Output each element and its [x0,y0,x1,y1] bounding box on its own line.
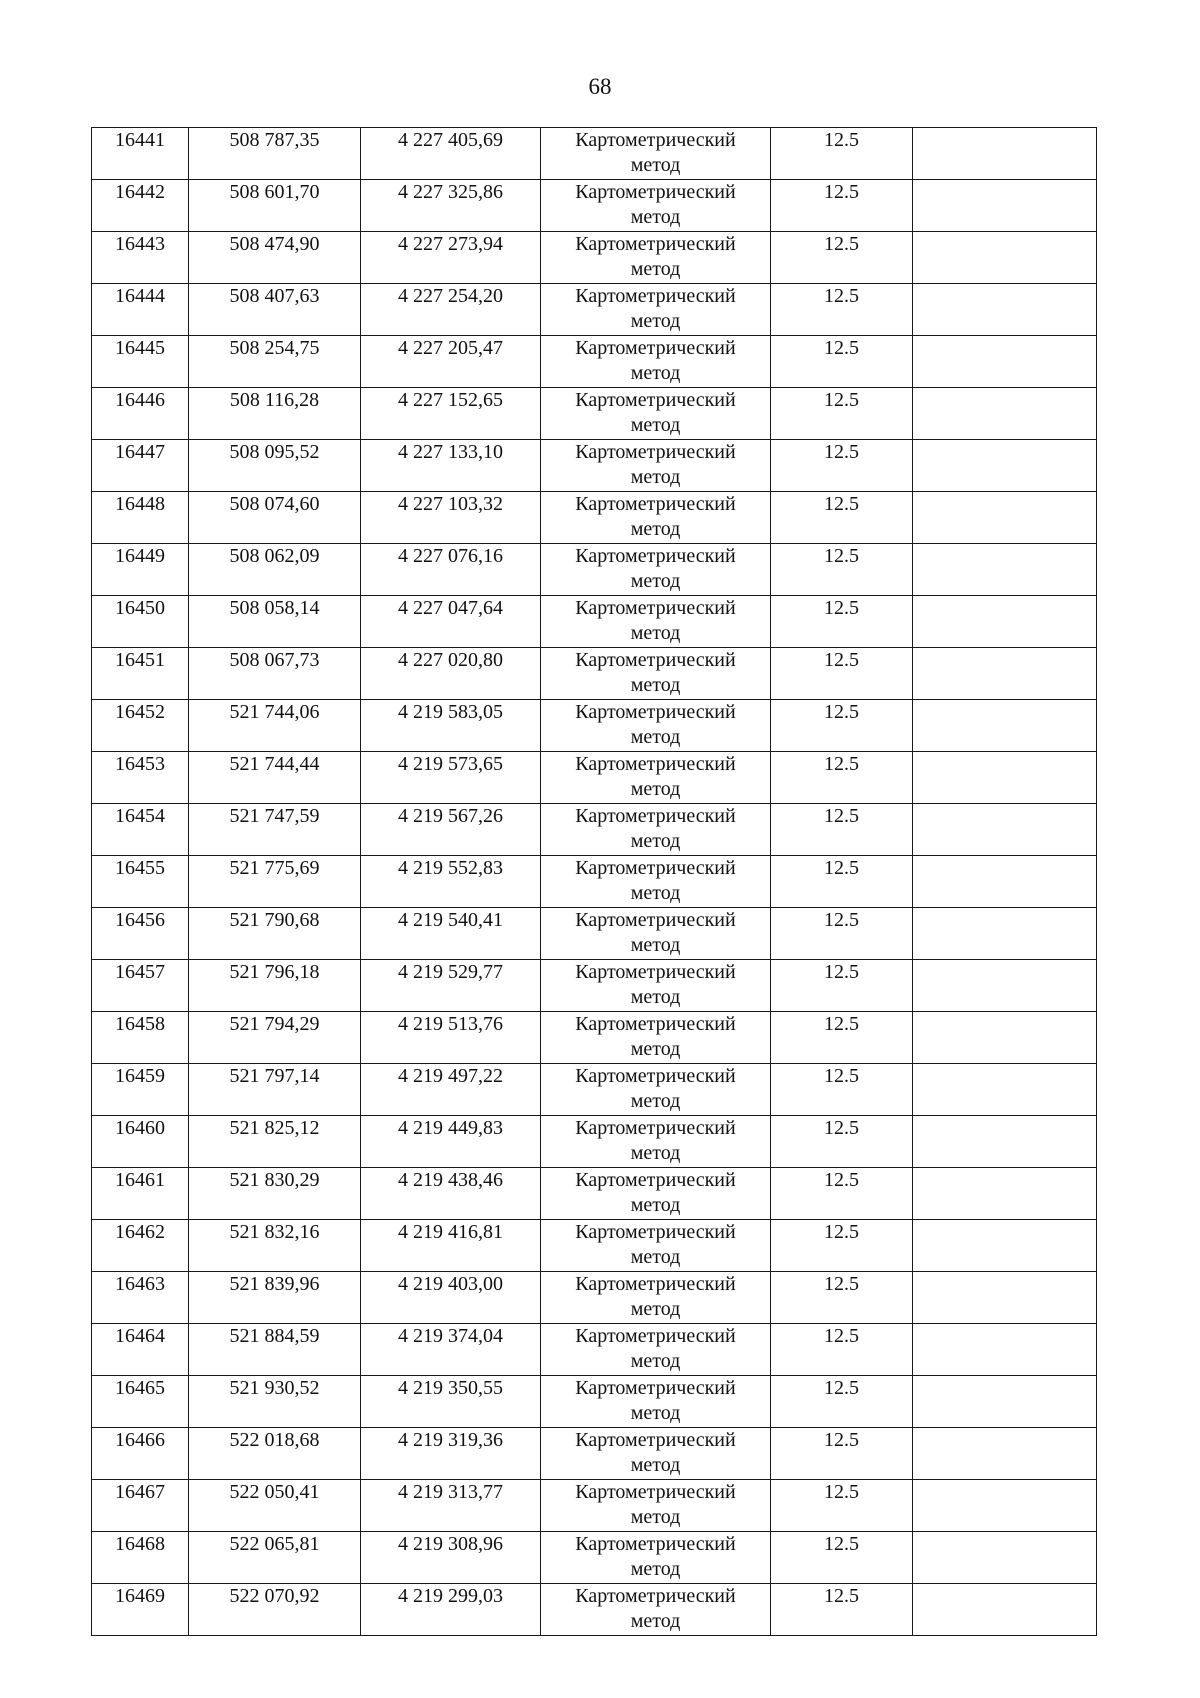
method-line-1: Картометрический [575,1013,736,1035]
note-cell [913,544,1097,596]
method-line-1: Картометрический [575,1377,736,1399]
error-cell: 12.5 [771,1324,913,1376]
method-line-1: Картометрический [575,597,736,619]
error-cell: 12.5 [771,492,913,544]
x-coordinate-cell: 508 787,35 [189,128,361,180]
x-coordinate-cell: 508 254,75 [189,336,361,388]
table-row [92,180,1097,232]
note-cell [913,856,1097,908]
point-id-cell: 16462 [92,1220,189,1272]
error-cell: 12.5 [771,752,913,804]
method-line-1: Картометрический [575,441,736,463]
note-cell [913,388,1097,440]
method-line-2: метод [630,154,681,176]
method-cell [541,960,771,1012]
table-row [92,700,1097,752]
x-coordinate-cell: 521 747,59 [189,804,361,856]
method-cell [541,128,771,180]
error-cell: 12.5 [771,700,913,752]
x-coordinate-cell: 508 058,14 [189,596,361,648]
y-coordinate-cell: 4 227 133,10 [361,440,541,492]
point-id-cell: 16447 [92,440,189,492]
note-cell [913,1324,1097,1376]
method-line-1: Картометрический [575,649,736,671]
table-row [92,856,1097,908]
y-coordinate-cell: 4 227 205,47 [361,336,541,388]
table-row [92,544,1097,596]
y-coordinate-cell: 4 219 552,83 [361,856,541,908]
method-cell [541,440,771,492]
y-coordinate-cell: 4 219 529,77 [361,960,541,1012]
method-cell [541,388,771,440]
table-row [92,1116,1097,1168]
error-cell: 12.5 [771,960,913,1012]
point-id-cell: 16443 [92,232,189,284]
note-cell [913,1584,1097,1636]
table-row [92,336,1097,388]
method-line-1: Картометрический [575,1221,736,1243]
method-cell [541,336,771,388]
method-line-1: Картометрический [575,1169,736,1191]
method-line-1: Картометрический [575,337,736,359]
table-row [92,648,1097,700]
error-cell: 12.5 [771,1012,913,1064]
x-coordinate-cell: 521 797,14 [189,1064,361,1116]
y-coordinate-cell: 4 219 438,46 [361,1168,541,1220]
method-line-2: метод [630,570,681,592]
x-coordinate-cell: 508 095,52 [189,440,361,492]
x-coordinate-cell: 521 830,29 [189,1168,361,1220]
y-coordinate-cell: 4 219 567,26 [361,804,541,856]
note-cell [913,1116,1097,1168]
error-cell: 12.5 [771,648,913,700]
method-line-2: метод [630,1506,681,1528]
y-coordinate-cell: 4 227 325,86 [361,180,541,232]
method-line-1: Картометрический [575,389,736,411]
note-cell [913,1064,1097,1116]
method-line-2: метод [630,1350,681,1372]
point-id-cell: 16459 [92,1064,189,1116]
method-cell [541,1376,771,1428]
note-cell [913,1220,1097,1272]
y-coordinate-cell: 4 219 319,36 [361,1428,541,1480]
table-row [92,1324,1097,1376]
table-row [92,1168,1097,1220]
note-cell [913,1532,1097,1584]
point-id-cell: 16453 [92,752,189,804]
error-cell: 12.5 [771,1428,913,1480]
method-cell [541,648,771,700]
error-cell: 12.5 [771,1220,913,1272]
y-coordinate-cell: 4 219 540,41 [361,908,541,960]
method-cell [541,752,771,804]
method-cell [541,284,771,336]
method-line-2: метод [630,1142,681,1164]
x-coordinate-cell: 521 839,96 [189,1272,361,1324]
point-id-cell: 16465 [92,1376,189,1428]
point-id-cell: 16445 [92,336,189,388]
table-row [92,1532,1097,1584]
point-id-cell: 16466 [92,1428,189,1480]
method-cell [541,804,771,856]
y-coordinate-cell: 4 227 103,32 [361,492,541,544]
error-cell: 12.5 [771,336,913,388]
method-line-1: Картометрический [575,909,736,931]
method-line-2: метод [630,726,681,748]
method-line-2: метод [630,310,681,332]
x-coordinate-cell: 521 775,69 [189,856,361,908]
table-row [92,492,1097,544]
x-coordinate-cell: 521 794,29 [189,1012,361,1064]
method-cell [541,856,771,908]
method-cell [541,1480,771,1532]
method-line-1: Картометрический [575,545,736,567]
method-cell [541,232,771,284]
error-cell: 12.5 [771,440,913,492]
table-row [92,388,1097,440]
method-line-1: Картометрический [575,233,736,255]
error-cell: 12.5 [771,596,913,648]
method-line-1: Картометрический [575,493,736,515]
point-id-cell: 16452 [92,700,189,752]
error-cell: 12.5 [771,1064,913,1116]
method-line-2: метод [630,1402,681,1424]
method-line-2: метод [630,778,681,800]
y-coordinate-cell: 4 227 273,94 [361,232,541,284]
point-id-cell: 16458 [92,1012,189,1064]
method-line-1: Картометрический [575,1533,736,1555]
y-coordinate-cell: 4 227 047,64 [361,596,541,648]
point-id-cell: 16469 [92,1584,189,1636]
method-cell [541,1532,771,1584]
note-cell [913,128,1097,180]
method-line-1: Картометрический [575,961,736,983]
note-cell [913,1168,1097,1220]
method-line-2: метод [630,674,681,696]
x-coordinate-cell: 508 067,73 [189,648,361,700]
table-row [92,1428,1097,1480]
error-cell: 12.5 [771,804,913,856]
method-cell [541,1012,771,1064]
note-cell [913,232,1097,284]
y-coordinate-cell: 4 219 403,00 [361,1272,541,1324]
y-coordinate-cell: 4 219 350,55 [361,1376,541,1428]
point-id-cell: 16441 [92,128,189,180]
table-row [92,752,1097,804]
note-cell [913,284,1097,336]
x-coordinate-cell: 522 018,68 [189,1428,361,1480]
y-coordinate-cell: 4 219 299,03 [361,1584,541,1636]
method-line-2: метод [630,1038,681,1060]
x-coordinate-cell: 521 884,59 [189,1324,361,1376]
point-id-cell: 16456 [92,908,189,960]
y-coordinate-cell: 4 219 513,76 [361,1012,541,1064]
method-line-2: метод [630,258,681,280]
y-coordinate-cell: 4 219 313,77 [361,1480,541,1532]
point-id-cell: 16460 [92,1116,189,1168]
method-line-2: метод [630,206,681,228]
method-line-2: метод [630,1090,681,1112]
y-coordinate-cell: 4 219 497,22 [361,1064,541,1116]
point-id-cell: 16457 [92,960,189,1012]
method-line-2: метод [630,466,681,488]
error-cell: 12.5 [771,1532,913,1584]
point-id-cell: 16467 [92,1480,189,1532]
table-row [92,596,1097,648]
error-cell: 12.5 [771,1272,913,1324]
note-cell [913,908,1097,960]
method-line-1: Картометрический [575,1273,736,1295]
table-row [92,1220,1097,1272]
x-coordinate-cell: 521 930,52 [189,1376,361,1428]
method-line-1: Картометрический [575,1325,736,1347]
method-line-2: метод [630,830,681,852]
point-id-cell: 16464 [92,1324,189,1376]
note-cell [913,1480,1097,1532]
method-line-2: метод [630,1298,681,1320]
note-cell [913,440,1097,492]
method-cell [541,1116,771,1168]
table-row [92,1376,1097,1428]
point-id-cell: 16463 [92,1272,189,1324]
table-row [92,804,1097,856]
method-line-1: Картометрический [575,753,736,775]
error-cell: 12.5 [771,908,913,960]
method-line-1: Картометрический [575,1429,736,1451]
method-line-1: Картометрический [575,1065,736,1087]
x-coordinate-cell: 522 050,41 [189,1480,361,1532]
y-coordinate-cell: 4 227 152,65 [361,388,541,440]
method-cell [541,180,771,232]
error-cell: 12.5 [771,128,913,180]
error-cell: 12.5 [771,1168,913,1220]
point-id-cell: 16451 [92,648,189,700]
method-cell [541,492,771,544]
note-cell [913,752,1097,804]
point-id-cell: 16455 [92,856,189,908]
table-row [92,440,1097,492]
method-line-2: метод [630,1246,681,1268]
point-id-cell: 16449 [92,544,189,596]
point-id-cell: 16461 [92,1168,189,1220]
method-line-1: Картометрический [575,181,736,203]
method-cell [541,544,771,596]
x-coordinate-cell: 521 796,18 [189,960,361,1012]
x-coordinate-cell: 521 832,16 [189,1220,361,1272]
method-line-1: Картометрический [575,129,736,151]
error-cell: 12.5 [771,856,913,908]
table-row [92,908,1097,960]
method-line-1: Картометрический [575,805,736,827]
point-id-cell: 16442 [92,180,189,232]
method-cell [541,1584,771,1636]
method-cell [541,1168,771,1220]
x-coordinate-cell: 521 744,44 [189,752,361,804]
x-coordinate-cell: 508 601,70 [189,180,361,232]
x-coordinate-cell: 522 065,81 [189,1532,361,1584]
y-coordinate-cell: 4 219 573,65 [361,752,541,804]
y-coordinate-cell: 4 219 308,96 [361,1532,541,1584]
method-cell [541,596,771,648]
x-coordinate-cell: 508 474,90 [189,232,361,284]
method-line-2: метод [630,518,681,540]
table-row [92,232,1097,284]
error-cell: 12.5 [771,284,913,336]
point-id-cell: 16448 [92,492,189,544]
method-line-2: метод [630,622,681,644]
x-coordinate-cell: 508 062,09 [189,544,361,596]
error-cell: 12.5 [771,544,913,596]
note-cell [913,648,1097,700]
method-line-2: метод [630,1194,681,1216]
note-cell [913,700,1097,752]
table-row [92,1584,1097,1636]
point-id-cell: 16450 [92,596,189,648]
coordinates-table-body [92,128,1097,1636]
note-cell [913,1272,1097,1324]
x-coordinate-cell: 508 407,63 [189,284,361,336]
note-cell [913,1012,1097,1064]
y-coordinate-cell: 4 219 416,81 [361,1220,541,1272]
error-cell: 12.5 [771,388,913,440]
method-line-1: Картометрический [575,285,736,307]
method-cell [541,1272,771,1324]
point-id-cell: 16446 [92,388,189,440]
y-coordinate-cell: 4 227 405,69 [361,128,541,180]
method-line-1: Картометрический [575,1585,736,1607]
note-cell [913,180,1097,232]
table-row [92,1272,1097,1324]
note-cell [913,960,1097,1012]
x-coordinate-cell: 521 790,68 [189,908,361,960]
method-line-1: Картометрический [575,1481,736,1503]
note-cell [913,596,1097,648]
point-id-cell: 16454 [92,804,189,856]
x-coordinate-cell: 521 744,06 [189,700,361,752]
method-cell [541,1324,771,1376]
error-cell: 12.5 [771,232,913,284]
method-line-2: метод [630,1558,681,1580]
note-cell [913,1376,1097,1428]
method-cell [541,1220,771,1272]
x-coordinate-cell: 508 116,28 [189,388,361,440]
table-row [92,128,1097,180]
x-coordinate-cell: 508 074,60 [189,492,361,544]
method-cell [541,700,771,752]
error-cell: 12.5 [771,180,913,232]
table-row [92,1012,1097,1064]
y-coordinate-cell: 4 227 020,80 [361,648,541,700]
method-cell [541,1428,771,1480]
y-coordinate-cell: 4 219 583,05 [361,700,541,752]
y-coordinate-cell: 4 219 449,83 [361,1116,541,1168]
method-line-1: Картометрический [575,857,736,879]
note-cell [913,1428,1097,1480]
table-row [92,284,1097,336]
method-line-2: метод [630,414,681,436]
coordinates-table [91,127,1097,1636]
note-cell [913,804,1097,856]
point-id-cell: 16468 [92,1532,189,1584]
note-cell [913,492,1097,544]
error-cell: 12.5 [771,1116,913,1168]
method-cell [541,1064,771,1116]
y-coordinate-cell: 4 227 076,16 [361,544,541,596]
table-row [92,1064,1097,1116]
method-line-2: метод [630,934,681,956]
method-line-2: метод [630,882,681,904]
x-coordinate-cell: 522 070,92 [189,1584,361,1636]
error-cell: 12.5 [771,1584,913,1636]
y-coordinate-cell: 4 219 374,04 [361,1324,541,1376]
x-coordinate-cell: 521 825,12 [189,1116,361,1168]
y-coordinate-cell: 4 227 254,20 [361,284,541,336]
method-line-2: метод [630,362,681,384]
method-cell [541,908,771,960]
table-row [92,960,1097,1012]
point-id-cell: 16444 [92,284,189,336]
page-number: 68 [588,74,612,99]
note-cell [913,336,1097,388]
method-line-2: метод [630,1610,681,1632]
error-cell: 12.5 [771,1376,913,1428]
method-line-1: Картометрический [575,701,736,723]
error-cell: 12.5 [771,1480,913,1532]
method-line-2: метод [630,986,681,1008]
table-row [92,1480,1097,1532]
method-line-1: Картометрический [575,1117,736,1139]
method-line-2: метод [630,1454,681,1476]
